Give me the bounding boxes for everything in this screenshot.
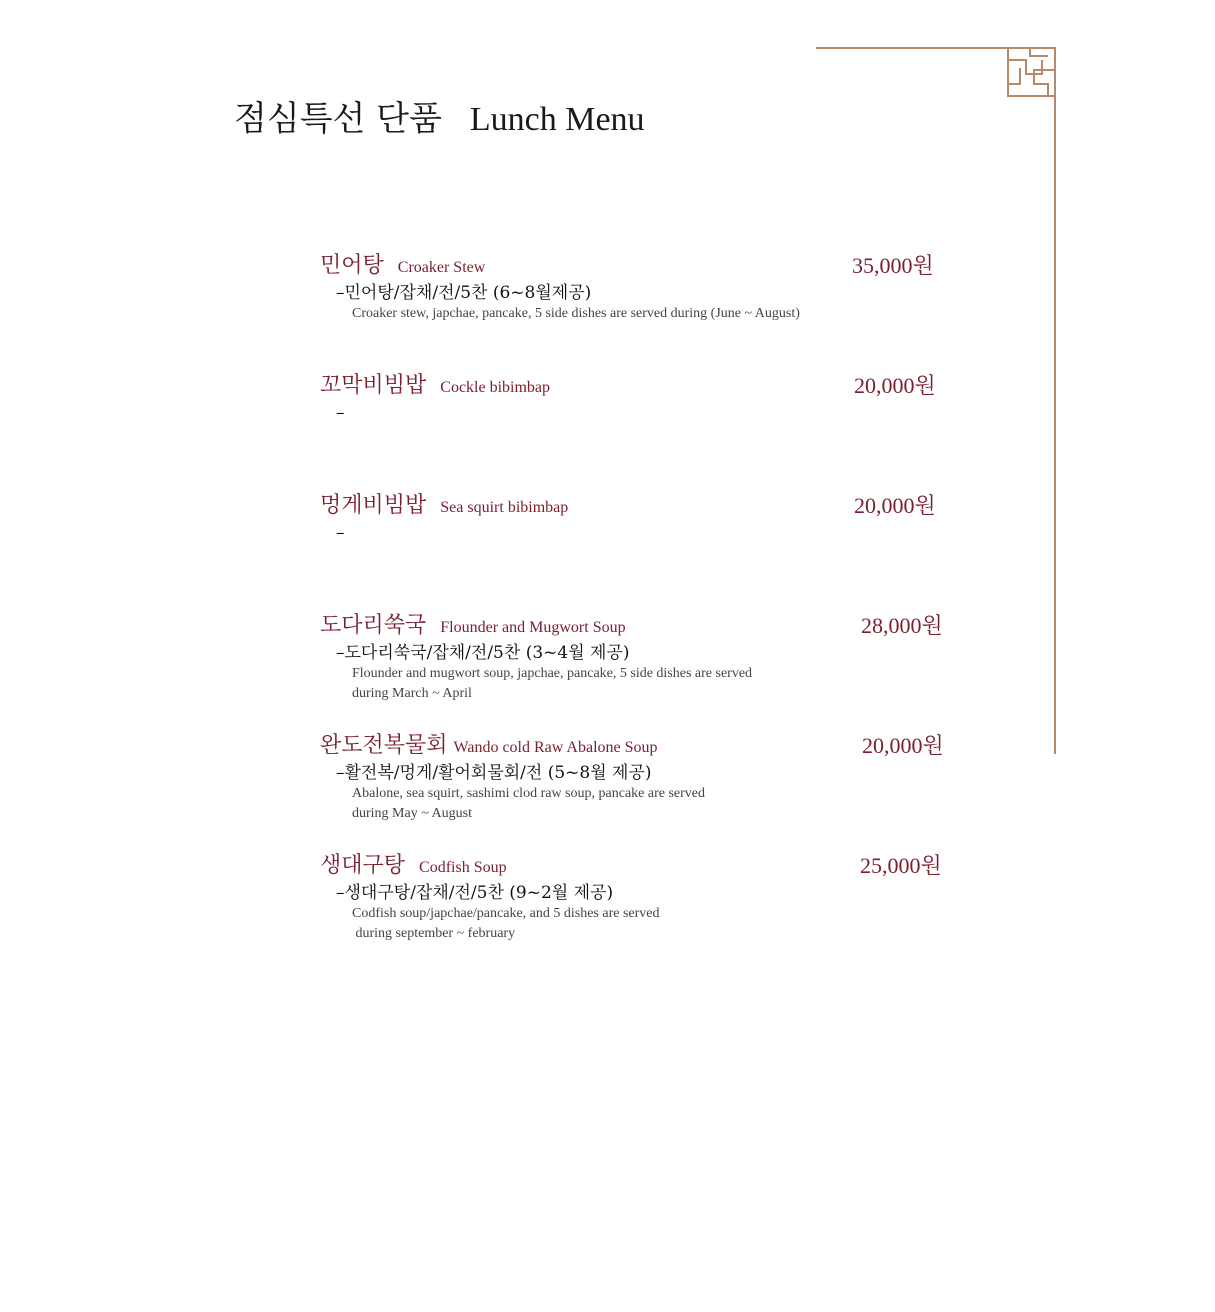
item-composition: –생대구탕/잡채/전/5찬 (9~2월 제공) (336, 883, 614, 903)
item-composition: –민어탕/잡채/전/5찬 (6~8월제공) (336, 283, 592, 303)
item-price: 20,000원 (862, 733, 944, 758)
item-composition: – (336, 403, 345, 423)
menu-item-croaker-stew (320, 250, 960, 324)
item-composition: –도다리쑥국/잡채/전/5찬 (3~4월 제공) (336, 643, 630, 663)
menu-item-codfish-soup (320, 850, 960, 944)
item-composition: –활전복/멍게/활어회물회/전 (5~8월 제공) (336, 763, 652, 783)
menu-item-sea-squirt-bibimbap (320, 490, 960, 544)
item-name-english: Sea squirt bibimbap (440, 499, 569, 516)
item-description: Flounder and mugwort soup, japchae, pancake, 5 side dishes are served (352, 666, 753, 681)
item-price: 20,000원 (854, 373, 936, 398)
item-name-korean: 민어탕 (320, 253, 384, 278)
item-price: 20,000원 (854, 493, 936, 518)
item-description: during March ~ April (352, 686, 472, 701)
item-name-english: Codfish Soup (419, 859, 507, 876)
item-price: 25,000원 (860, 853, 942, 878)
menu-item-cockle-bibimbap (320, 370, 960, 424)
item-name-korean: 도다리쑥국 (320, 613, 427, 638)
item-description: Croaker stew, japchae, pancake, 5 side dishes are served during (June ~ August) (352, 306, 800, 321)
item-price: 28,000원 (861, 613, 943, 638)
item-name-korean: 생대구탕 (320, 853, 406, 878)
item-description: Codfish soup/japchae/pancake, and 5 dishes are served (352, 906, 660, 921)
item-price: 35,000원 (852, 253, 934, 278)
item-name-english: Wando cold Raw Abalone Soup (453, 739, 658, 756)
menu-item-flounder-mugwort-soup (320, 610, 960, 704)
page-title (234, 98, 645, 141)
item-name-korean: 완도전복물회 (320, 733, 448, 758)
title-korean: 점심특선 단품 (234, 99, 442, 139)
item-name-english: Croaker Stew (397, 259, 486, 276)
item-description: during May ~ August (352, 806, 472, 821)
item-name-english: Flounder and Mugwort Soup (440, 619, 626, 636)
item-name-korean: 멍게비빔밥 (320, 493, 427, 518)
menu-item-wando-abalone-soup (320, 730, 960, 824)
item-description: Abalone, sea squirt, sashimi clod raw soup, pancake are served (352, 786, 705, 801)
item-description: during september ~ february (352, 926, 516, 941)
item-name-korean: 꼬막비빔밥 (320, 373, 427, 398)
item-name-english: Cockle bibimbap (440, 379, 551, 396)
item-composition: – (336, 523, 345, 543)
title-english: Lunch Menu (469, 101, 645, 138)
